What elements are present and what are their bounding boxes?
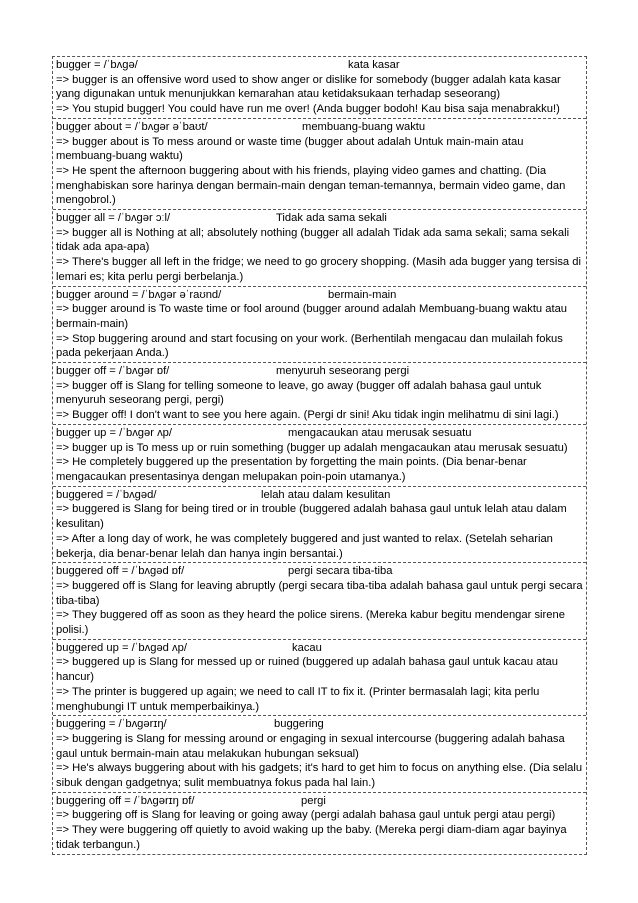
entry-header	[56, 58, 583, 73]
meaning: kata kasar	[348, 59, 400, 71]
headword: buggered = /ˈbʌɡəd/	[56, 488, 157, 501]
entry-header	[56, 488, 583, 503]
entry-buggered	[53, 487, 586, 564]
entry-bugger-up	[53, 425, 586, 487]
headword: bugger up = /ˈbʌɡər ʌp/	[56, 426, 172, 439]
headword: buggered up = /ˈbʌɡəd ʌp/	[56, 641, 187, 654]
headword: buggering = /ˈbʌɡərɪŋ/	[56, 718, 167, 731]
example: => You stupid bugger! You could have run me over! (Anda bugger bodoh! Kau bisa saja menabrakku!)	[56, 103, 560, 116]
meaning: mengacaukan atau merusak sesuatu	[288, 426, 472, 439]
definition: => buggering is Slang for messing around or engaging in sexual intercourse (buggering adalah bahasa gaul untuk bermain-main atau melakukan hubungan seksual)	[56, 732, 565, 760]
example: => They were buggering off quietly to avoid waking up the baby. (Mereka pergi diam-diam agar bayinya tidak terbangun.)	[56, 824, 567, 851]
entry-header	[56, 426, 583, 441]
definition: => bugger about is To mess around or waste time (bugger about adalah Untuk main-main atau membuang-buang waktu)	[56, 135, 524, 163]
entry-header	[56, 288, 583, 303]
definition: => buggering off is Slang for leaving or going away (pergi adalah bahasa gaul untuk pergi atau pergi)	[56, 809, 556, 822]
entry-bugger-around	[53, 287, 586, 364]
example: => The printer is buggered up again; we need to call IT to fix it. (Printer bermasalah lagi; kita perlu menghubungi IT untuk memperbaikinya.)	[56, 685, 540, 713]
entry-header	[56, 564, 583, 579]
example: => There's bugger all left in the fridge; we need to go grocery shopping. (Masih ada bugger yang tersisa di lemari es; kita perlu pergi berbelanja.)	[56, 256, 581, 283]
entry-bugger-about	[53, 119, 586, 210]
entry-header	[56, 211, 583, 226]
definition: => bugger is an offensive word used to show anger or dislike for somebody (bugger adalah kata kasar yang digunakan untuk menunjukkan kemarahan atau ketidaksukaan terhadap seseorang)	[56, 73, 561, 101]
meaning: bermain-main	[328, 288, 397, 301]
entry-header	[56, 120, 583, 135]
meaning: kacau	[292, 641, 322, 654]
definition: => buggered up is Slang for messed up or ruined (buggered up adalah bahasa gaul untuk kacau atau hancur)	[56, 656, 558, 684]
headword: bugger = /ˈbʌɡə/	[56, 59, 138, 71]
meaning: Tidak ada sama sekali	[276, 212, 387, 225]
headword: bugger off = /ˈbʌɡər ɒf/	[56, 365, 170, 378]
headword: bugger around = /ˈbʌɡər əˈraʊnd/	[56, 288, 222, 301]
entry-header	[56, 641, 583, 656]
definition: => buggered off is Slang for leaving abruptly (pergi secara tiba-tiba adalah bahasa gaul untuk pergi secara tiba-tiba)	[56, 579, 583, 607]
example: => He completely buggered up the presentation by forgetting the main points. (Dia benar-benar mengacaukan presentasinya dengan melupakan poin-poin utamanya.)	[56, 456, 527, 483]
meaning: pergi secara tiba-tiba	[288, 565, 393, 578]
example: => He spent the afternoon buggering about with his friends, playing video games and chatting. (Dia menghabiskan sore harinya dengan bermain-main dengan teman-temannya, bermain video game, dan mengobrol.)	[56, 164, 566, 207]
meaning: buggering	[274, 718, 324, 731]
definition: => bugger off is Slang for telling someone to leave, go away (bugger off adalah bahasa gaul untuk menyuruh seseorang pergi, pergi)	[56, 379, 542, 407]
meaning: lelah atau dalam kesulitan	[261, 488, 391, 501]
headword: bugger all = /ˈbʌɡər ɔːl/	[56, 212, 171, 225]
example: => Stop buggering around and start focusing on your work. (Berhentilah mengacau dan mulailah fokus pada pekerjaan Anda.)	[56, 332, 563, 360]
entry-buggering	[53, 716, 586, 793]
headword: bugger about = /ˈbʌɡər əˈbaʊt/	[56, 120, 208, 133]
meaning: membuang-buang waktu	[302, 120, 426, 133]
entry-header	[56, 364, 583, 379]
entry-buggered-up	[53, 640, 586, 717]
entry-header	[56, 794, 583, 809]
headword: buggering off = /ˈbʌɡərɪŋ ɒf/	[56, 794, 195, 807]
headword: buggered off = /ˈbʌɡəd ɒf/	[56, 565, 185, 578]
example: => They buggered off as soon as they heard the police sirens. (Mereka kabur begitu mendengar sirene polisi.)	[56, 609, 565, 637]
vocabulary-sheet	[52, 56, 587, 855]
definition: => bugger around is To waste time or fool around (bugger around adalah Membuang-buang waktu atau bermain-main)	[56, 303, 568, 330]
entry-buggered-off	[53, 563, 586, 640]
definition: => bugger all is Nothing at all; absolutely nothing (bugger all adalah Tidak ada sama sekali; sama sekali tidak ada apa-apa)	[56, 226, 570, 254]
entry-bugger-off	[53, 363, 586, 425]
example: => After a long day of work, he was completely buggered and just wanted to relax. (Setelah seharian bekerja, dia benar-benar lelah dan hanya ingin bersantai.)	[56, 532, 553, 560]
meaning: menyuruh seseorang pergi	[276, 365, 410, 378]
example: => He's always buggering about with his gadgets; it's hard to get him to focus on anything else. (Dia selalu sibuk dengan gadgetnya; sulit membuatnya fokus pada hal lain.)	[56, 762, 583, 790]
definition: => bugger up is To mess up or ruin something (bugger up adalah mengacaukan atau merusak sesuatu)	[56, 441, 568, 454]
entry-buggering-off	[53, 793, 586, 854]
meaning: pergi	[301, 794, 326, 807]
definition: => buggered is Slang for being tired or in trouble (buggered adalah bahasa gaul untuk lelah atau dalam kesulitan)	[56, 503, 567, 531]
entry-bugger	[53, 57, 586, 119]
entry-bugger-all	[53, 210, 586, 287]
entry-header	[56, 717, 583, 732]
example: => Bugger off! I don't want to see you here again. (Pergi dr sini! Aku tidak ingin melihatmu di sini lagi.)	[56, 409, 559, 422]
